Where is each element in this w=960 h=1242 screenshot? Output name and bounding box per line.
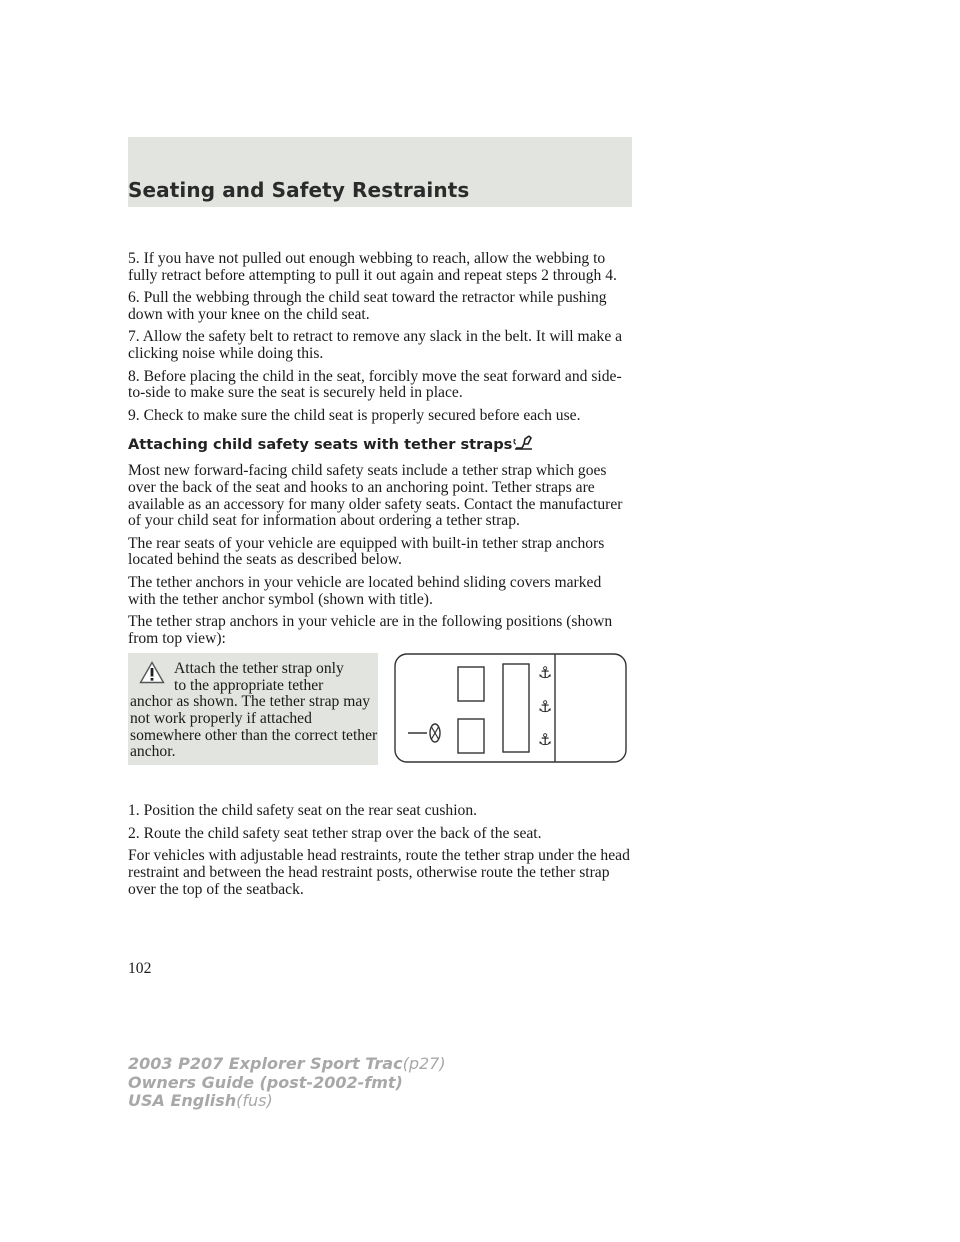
subheading-text: Attaching child safety seats with tether straps [128,435,513,453]
page-number: 102 [128,960,152,977]
footer-line-2 [128,1074,446,1093]
paragraph-rear-seats: The rear seats of your vehicle are equipped with built-in tether strap anchors located behind the seats as described below. [128,534,605,569]
front-seat-right [458,667,484,701]
tether-anchor-icon: ⚓ [538,697,553,717]
figure-row [128,653,632,793]
tether-anchor-diagram [394,653,628,765]
tether-anchor-icon: ⚓ [538,730,553,750]
footer-line-1 [128,1055,446,1074]
footer-language-code: (fus) [236,1091,273,1110]
warning-text [128,661,378,761]
paragraph-covers: The tether anchors in your vehicle are located behind sliding covers marked with the tether anchor symbol (shown with title). [128,573,602,608]
steering-wheel-icon [430,724,440,742]
step-2: 2. Route the child safety seat tether strap over the back of the seat. [128,824,542,842]
step-8: 8. Before placing the child in the seat, forcibly move the seat forward and side-to-side to make sure the seat is securely held in place. [128,367,622,402]
footer-guide: Owners Guide (post-2002-fmt) [128,1072,403,1092]
warning-box [128,653,378,765]
footer-line-3 [128,1092,446,1111]
content [128,251,632,904]
section-title: Seating and Safety Restraints [128,178,470,202]
subheading [128,435,632,453]
footer-model-code: (p27) [402,1054,446,1073]
warning-line-2: to the appropriate tether [174,676,324,694]
front-seat-left [458,719,484,753]
step-7: 7. Allow the safety belt to retract to remove any slack in the belt. It will make a clicking noise while doing this. [128,328,623,362]
warning-rest: anchor as shown. The tether strap may not work properly if attached somewhere other than the correct tether anchor. [130,693,378,761]
step-5: 5. If you have not pulled out enough webbing to reach, allow the webbing to fully retract before attempting to pull it out again and repeat steps 2 through 4. [128,250,617,284]
child-seat-tether-icon [513,435,535,451]
paragraph-head-restraints: For vehicles with adjustable head restraints, route the tether strap under the head restraint and between the head restraint posts, otherwise route the tether strap over the top of the seatback. [128,847,630,898]
tether-anchor-icon: ⚓ [538,663,553,683]
footer-model: 2003 P207 Explorer Sport Trac [128,1054,403,1073]
step-9: 9. Check to make sure the child seat is properly secured before each use. [128,406,581,424]
rear-bench-seat [503,664,529,752]
footer-language: USA English [128,1091,237,1110]
warning-line-1: Attach the tether strap only [174,660,344,678]
step-6: 6. Pull the webbing through the child seat toward the retractor while pushing down with your knee on the child seat. [128,289,607,323]
step-1: 1. Position the child safety seat on the rear seat cushion. [128,802,478,820]
footer [128,1055,446,1111]
paragraph-positions: The tether strap anchors in your vehicle are in the following positions (shown from top view): [128,613,613,647]
paragraph-tether-intro: Most new forward-facing child safety seats include a tether strap which goes over the back of the seat and hooks to an anchoring point. Tether straps are available as an accessory for many older safety seats. Contact the manufacturer of your child seat for information about ordering a tether strap. [128,462,623,530]
